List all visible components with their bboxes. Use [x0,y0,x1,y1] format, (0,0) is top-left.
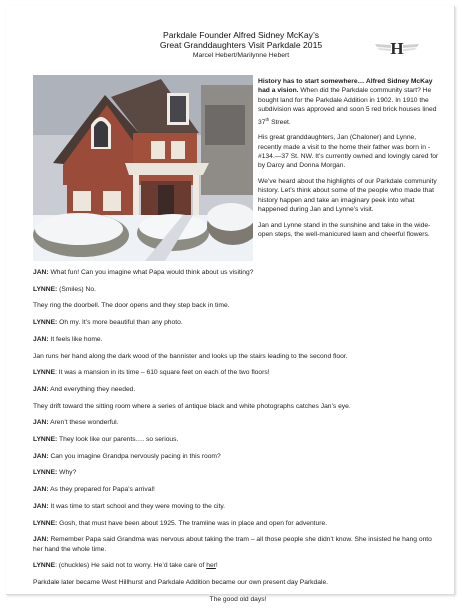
line-text: It feels like home. [48,335,103,343]
speaker-label: JAN: [33,419,49,427]
speaker-label: LYNNE: [33,319,58,327]
winged-h-logo-icon [374,36,420,58]
article-header [106,30,376,60]
line-text: As they prepared for Papa’s arrival! [48,486,155,494]
outro-line: Parkdale later became West Hillhurst and Parkdale Addition became our own present day Parkdale. [33,579,329,587]
line-text: They drift toward the sitting room where a series of antique black and white photographs catches Jan’s eye. [33,402,351,410]
underlined-word: her [206,562,216,570]
line-text: Oh my. It’s more beautiful than any photo. [57,319,183,327]
article-title-line-1: Parkdale Founder Alfred Sidney McKay’s [162,30,320,40]
narration-line [33,301,443,310]
speaker-label: LYNNE [33,562,56,570]
dialogue-line [33,468,443,477]
intro-text-b: Street. [269,118,291,126]
line-text: They ring the doorbell. The door opens and they step back in time. [33,302,230,310]
speaker-label: JAN: [33,502,49,510]
line-text: Why? [57,469,77,477]
intro-paragraph-1 [258,77,440,127]
dialogue-line [33,452,443,461]
intro-superscript: th [265,116,270,122]
intro-paragraph-4: Jan and Lynne stand in the sunshine and take in the wide-open steps, the well-manicured lawn and cheerful flowers. [258,221,431,238]
dialogue-line [33,418,443,427]
speaker-label: LYNNE [33,369,56,377]
line-text: : (chuckles) He said not to worry. He’d take care of [55,562,207,570]
dialogue-line [33,318,443,327]
line-text: And everything they needed. [48,385,136,393]
speaker-label: JAN: [33,536,49,544]
line-text: (Smiles) No. [57,285,96,293]
dialogue-line [33,435,443,444]
speaker-label: JAN: [33,486,49,494]
line-text: Gosh, that must have been about 1925. The tramline was in place and open for adventure. [57,519,328,527]
line-text: : It was a mansion in its time – 610 square feet on each of the two floors! [55,369,270,377]
speaker-label: LYNNE: [33,469,58,477]
narration-line [33,402,443,411]
line-text: Remember Papa said Grandma was nervous about taking the tram – all those people she didn’t know. She insisted he hang onto her hand the whole time. [33,536,432,553]
speaker-label: LYNNE: [33,285,58,293]
dialogue-line [33,485,443,494]
line-text: They look like our parents…. so serious. [57,436,179,444]
logo-letter: H [390,39,404,58]
intro-column [258,77,440,245]
dialogue-line [33,561,443,570]
intro-paragraph-2: His great granddaughters, Jan (Chaloner) and Lynne, recently made a visit to the home their father was born in - #134.—37 St. NW. It’s currently owned and lovingly cared for by Darcy and Donna Morgan. [258,134,439,170]
article-byline: Marcel Hebert/Marilynne Hebert [192,52,290,59]
line-text: Can you imagine Grandpa nervously pacing in this room? [48,452,221,460]
speaker-label: LYNNE: [33,436,58,444]
article-title-line-2: Great Granddaughters Visit Parkdale 2015 [159,40,323,50]
dialogue-line [33,368,443,377]
speaker-label: JAN: [33,269,49,276]
line-text: It was time to start school and they were moving to the city. [48,502,226,510]
line-text: Aren’t these wonderful. [48,419,119,427]
intro-lead-bold: History has to start somewhere… Alfred Sidney McKay had a vision. [258,78,433,95]
line-text: Jan runs her hand along the dark wood of the bannister and looks up the stairs leading to the second floor. [33,352,348,360]
dialogue-line [33,335,443,344]
dialogue-line [33,519,443,528]
line-end: ! [215,562,218,570]
dialogue-section [33,268,443,611]
dialogue-line [33,385,443,394]
dialogue-line [33,535,443,554]
house-photo [33,75,253,261]
speaker-label: JAN: [33,335,49,343]
dialogue-line [33,285,443,294]
speaker-label: JAN: [33,452,49,460]
closing-line: The good old days! [209,595,267,603]
speaker-label: LYNNE: [33,519,58,527]
speaker-label: JAN: [33,385,49,393]
dialogue-line [33,502,443,511]
line-text: What fun! Can you imagine what Papa would think about us visiting? [48,269,254,276]
intro-paragraph-3: We’ve heard about the highlights of our Parkdale community history. Let’s think about some of the people who made that history happen and take an imaginary peek into what happened during Jan and Lynne’s visit. [258,177,437,214]
intro-text-a: When did the Parkdale community start? He bought land for the Parkdale Addition in 1902. In 1910 the subdivision was approved and soon 5 red brick houses lined 37 [258,87,437,126]
narration-line [33,352,443,361]
newsletter-page [6,6,455,603]
dialogue-line [33,268,443,277]
